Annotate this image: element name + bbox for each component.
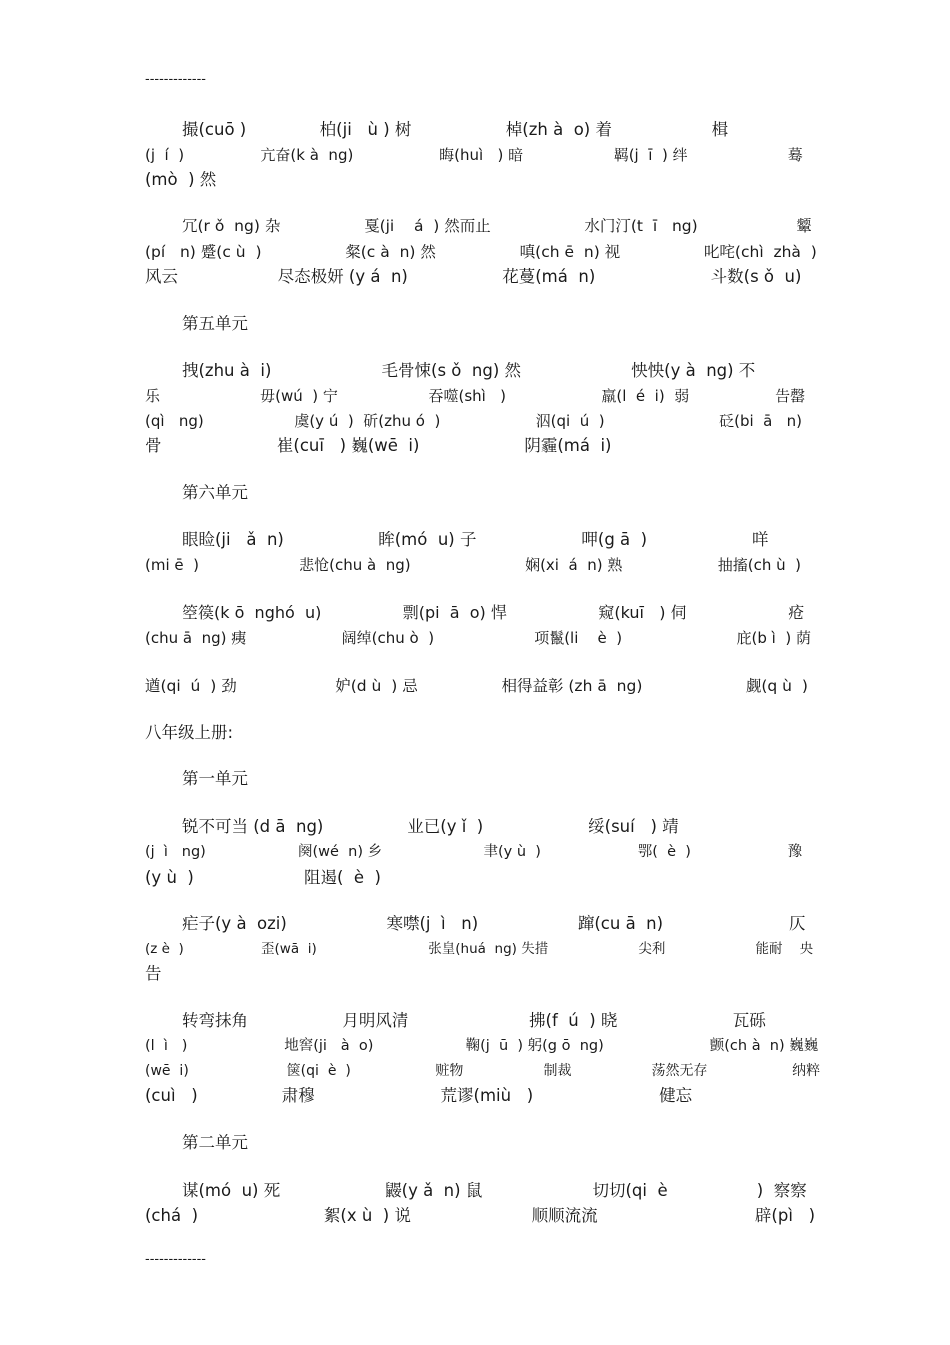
text-line: (chá ) 絮(x ù ) 说 顺顺流流 辟(pì ) <box>145 1206 816 1225</box>
section-heading: 八年级上册: <box>145 723 234 742</box>
text-line: 眼睑(ji ǎ n) 眸(mó u) 子 呷(g ā ) 咩 <box>182 530 769 549</box>
section-heading: 第六单元 <box>182 483 248 502</box>
text-line: 骨 崔(cuī ) 巍(wē i) 阴霾(má i) <box>145 436 612 455</box>
bottom-dash-separator: ------------- <box>145 1252 206 1267</box>
text-line: (j ì ng) 阕(wé n) 乡 聿(y ù ) 鄂( è ) 豫 <box>145 844 803 860</box>
text-line: (cuì ) 肃穆 荒谬(miù ) 健忘 <box>145 1086 693 1105</box>
text-line: (l ì ) 地窖(ji à o) 鞠(j ū ) 躬(g ō ng) 颤(ch à n) 巍巍 <box>145 1038 819 1054</box>
section-heading: 第五单元 <box>182 314 248 333</box>
text-line: 告 <box>145 964 162 983</box>
text-line: (chu ā ng) 痍 阔绰(chu ò ) 项鬣(li è ) 庇(b ì ) 荫 <box>145 629 811 647</box>
text-line: 拽(zhu à i) 毛骨悚(s ǒ ng) 然 怏怏(y à ng) 不 <box>182 361 756 380</box>
text-line: (mò ) 然 <box>145 170 217 189</box>
text-line: (j í ) 亢奋(k à ng) 晦(huì ) 暗 羁(j ī ) 绊 蓦 <box>145 146 803 164</box>
text-line: 疟子(y à ozi) 寒噤(j ì n) 蹿(cu ā n) 仄 <box>182 914 806 933</box>
text-line: 冗(r ǒ ng) 杂 戛(ji á ) 然而止 水门汀(t ī ng) 颦 <box>182 217 812 235</box>
text-line: (mi ē ) 悲怆(chu à ng) 娴(xi á n) 熟 抽搐(ch ù ) <box>145 556 801 574</box>
text-line: 撮(cuō ) 柏(ji ù ) 树 棹(zh à o) 着 楫 <box>182 120 729 139</box>
text-line: (z è ) 歪(wā i) 张皇(huá ng) 失措 尖利 能耐 央 <box>145 941 814 957</box>
text-line: 转弯抹角 月明风清 拂(f ú ) 晓 瓦砾 <box>182 1011 766 1030</box>
text-line: 乐 毋(wú ) 宁 吞噬(shì ) 羸(l é i) 弱 告罄 <box>145 387 806 405</box>
section-heading: 第二单元 <box>182 1133 248 1152</box>
text-line: 谋(mó u) 死 鼹(y ǎ n) 鼠 切切(qi è ) 察察 <box>182 1181 807 1200</box>
top-dash-separator: ------------- <box>145 72 206 87</box>
text-line: 风云 尽态极妍 (y á n) 花蔓(má n) 斗数(s ǒ u) <box>145 267 802 286</box>
text-line: 箜篌(k ō nghó u) 剽(pi ā o) 悍 窥(kuī ) 伺 疮 <box>182 603 805 622</box>
text-line: (qì ng) 虞(y ú ) 斫(zhu ó ) 泅(qi ú ) 砭(bi ā n) <box>145 412 803 430</box>
text-line: 遒(qi ú ) 劲 妒(d ù ) 忌 相得益彰 (zh ā ng) 觑(q ù ) <box>145 677 808 695</box>
text-line: 锐不可当 (d ā ng) 业已(y ǐ ) 绥(suí ) 靖 <box>182 817 679 836</box>
text-line: (y ù ) 阻遏( è ) <box>145 868 381 887</box>
text-line: (wē i) 箧(qi è ) 赃物 制裁 荡然无存 纳粹 <box>145 1063 821 1079</box>
section-heading: 第一单元 <box>182 769 248 788</box>
text-line: (pí n) 蹙(c ù ) 粲(c à n) 然 嗔(ch ē n) 视 叱咤(chì zhà ) <box>145 243 817 261</box>
